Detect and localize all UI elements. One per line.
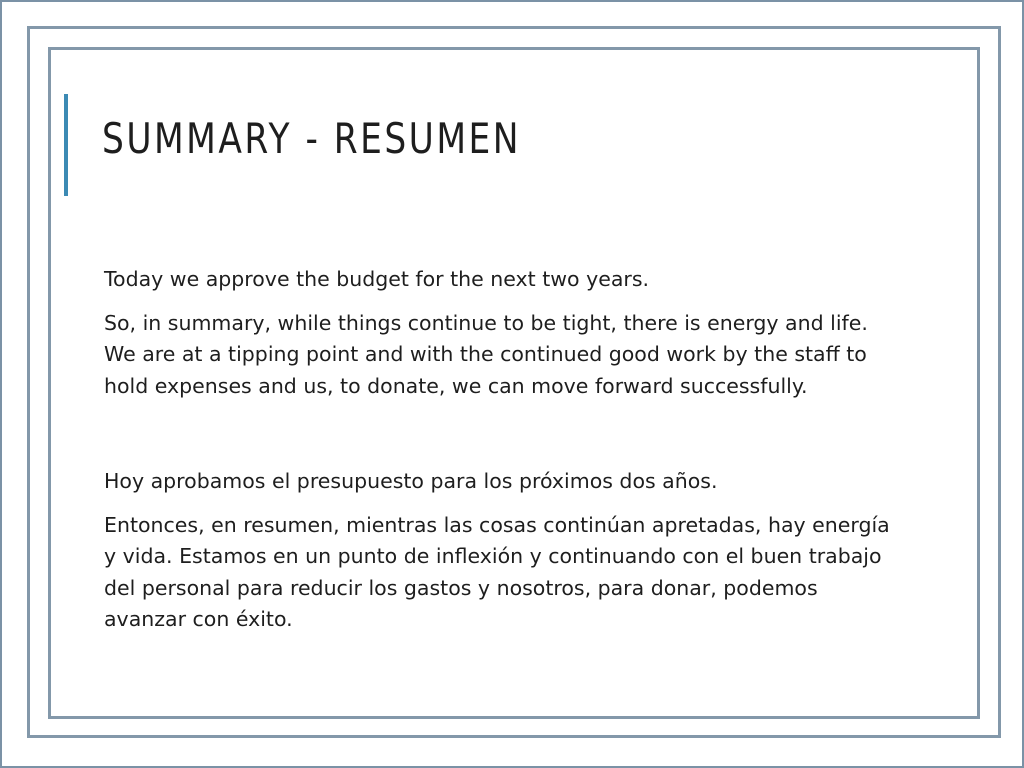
paragraph-spanish-summary: Entonces, en resumen, mientras las cosas continúan apretadas, hay energía y vida. Estamos en un punto de inflexión y continuando con el buen trabajo del personal para reducir los gastos y nosotros, para donar, podemos avanzar con éxito. [104, 512, 890, 631]
title-accent-bar [64, 94, 68, 196]
paragraph-english-summary: So, in summary, while things continue to be tight, there is energy and life. We are at a tipping point and with the continued good work by the staff to hold expenses and us, to donate, we can move forward successfully. [104, 310, 868, 398]
paragraph-spanish-intro: Hoy aprobamos el presupuesto para los próximos dos años. [104, 469, 718, 493]
paragraph-english-intro: Today we approve the budget for the next two years. [104, 267, 650, 291]
slide-title: SUMMARY - RESUMEN [102, 114, 521, 163]
slide-body [104, 264, 904, 636]
